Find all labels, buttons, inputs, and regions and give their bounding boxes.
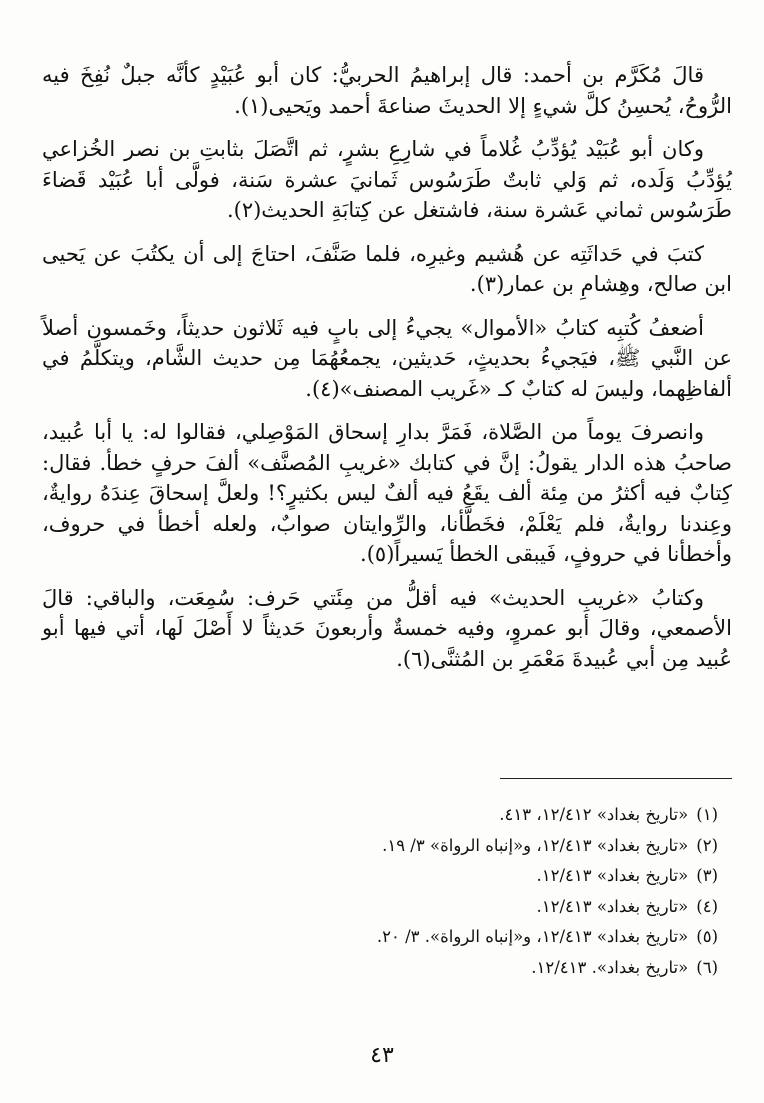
footnote-3 — [42, 861, 732, 892]
footnote-number: (٢) — [696, 835, 718, 855]
main-text — [42, 60, 732, 687]
footnote-text: «تاريخ بغداد» ١٢/٤١٣، و«إنباه الرواة» ٣/ ١٩. — [382, 835, 689, 855]
footnote-number: (٥) — [696, 927, 718, 946]
footnote-number: (٤) — [696, 896, 718, 916]
footnote-number: (٣) — [696, 866, 718, 885]
paragraph-6: وكتابُ «غريبِ الحديث» فيه أقلُّ من مِئَتي حَرف: سُمِعَت، والباقي: قالَ الأصمعي، وقالَ أبو عمروٍ، وفيه خمسةٌ وأربعونَ حَديثاً لا أَصْلَ لَها، أتي فيها أبو عُبيد مِن أبي عُبيدةَ مَعْمَرِ بن المُثنَّى(٦). — [42, 585, 732, 671]
footnote-text: «تاريخ بغداد» ١٢/٤١٣، و«إنباه الرواة». ٣/ ٢٠. — [376, 927, 689, 946]
paragraph-1: قالَ مُكَرَّم بن أحمد: قال إبراهيمُ الحربيُّ: كان أبو عُبَيْدٍ كأنَّه جبلٌ نُفِخَ فيه الرُّوحُ، يُحسِنُ كلَّ شيءٍ إلا الحديثَ صناعةَ أحمد ويَحيى(١). — [42, 63, 732, 118]
page-number: ٤٣ — [370, 1043, 394, 1068]
footnote-5 — [42, 922, 732, 953]
footnote-4 — [42, 892, 732, 923]
footnote-text: «تاريخ بغداد» ١٢/٤١٣. — [536, 896, 689, 916]
paragraph-4: أضعفُ كُتبِه كتابُ «الأموال» يجيءُ إلى بابٍ فيه ثَلاثون حديثاً، وخَمسون أصلاً عن النَّبي ﷺ، فيَجيءُ بحديثٍ، حَديثين، يجمعُهُمَا مِن حديث الشَّام، ويتكلَّمُ في ألفاظِهما، وليسَ له كتابٌ كـ «غَريب المصنف»(٤). — [42, 315, 732, 401]
footnote-6 — [42, 953, 732, 984]
footnote-2 — [42, 831, 732, 862]
paragraph-2: وكان أبو عُبَيْد يُؤدِّبُ غُلاماً في شارِعِ بشرٍ، ثم اتَّصَلَ بثابتِ بن نصر الخُزاعي يُؤدِّبُ وَلَده، ثم وَلي ثابتٌ طَرَسُوس ثَمانيَ عشرة سَنة، فولَّى أبا عُبَيْد قَضاءَ طَرَسُوس ثماني عَشرة سنة، فاشتغل عن كِتابَةِ الحديث(٢). — [42, 137, 732, 222]
paragraph-3: كتبَ في حَداثَتِه عن هُشيم وغيرِه، فلما صَنَّفَ، احتاجَ إلى أن يكتُبَ عن يَحيى ابن صالح، وهِشامِ بن عمار(٣). — [42, 241, 732, 296]
footnotes — [42, 800, 732, 983]
footnote-text: «تاريخ بغداد» ١٢/٤١٣. — [536, 866, 689, 885]
footnote-text: «تاريخ بغداد» ١٢/٤١٢، ٤١٣. — [499, 805, 689, 824]
footnote-number: (٦) — [696, 957, 718, 977]
footnote-divider — [500, 778, 732, 779]
footnote-1 — [42, 800, 732, 831]
footnote-text: «تاريخ بغداد». ١٢/٤١٣. — [531, 957, 689, 977]
paragraph-5: وانصرفَ يوماً من الصَّلاة، فَمَرَّ بدارِ إسحاق المَوْصِلي، فقالوا له: يا أبا عُبيد، صاحبُ هذه الدار يقولُ: إنَّ في كتابك «غريبِ المُصنَّف» ألفَ حرفٍ خطأ. فقال: كِتابٌ فيه أكثرُ من مِئة ألف يقَعُ فيه ألفٌ ليس بكثيرٍ؟! ولعلَّ إسحاقَ عِندَهُ روايةٌ، وعِندنا روايةٌ، فلم يَعْلَمْ، فخَطَّأنا، والرِّوايتان صوابٌ، ولعله أخطأ في حروف، وأخطأنا في حروفٍ، فَيبقى الخطأ يَسيراً(٥). — [42, 420, 732, 566]
footnote-number: (١) — [696, 805, 718, 824]
